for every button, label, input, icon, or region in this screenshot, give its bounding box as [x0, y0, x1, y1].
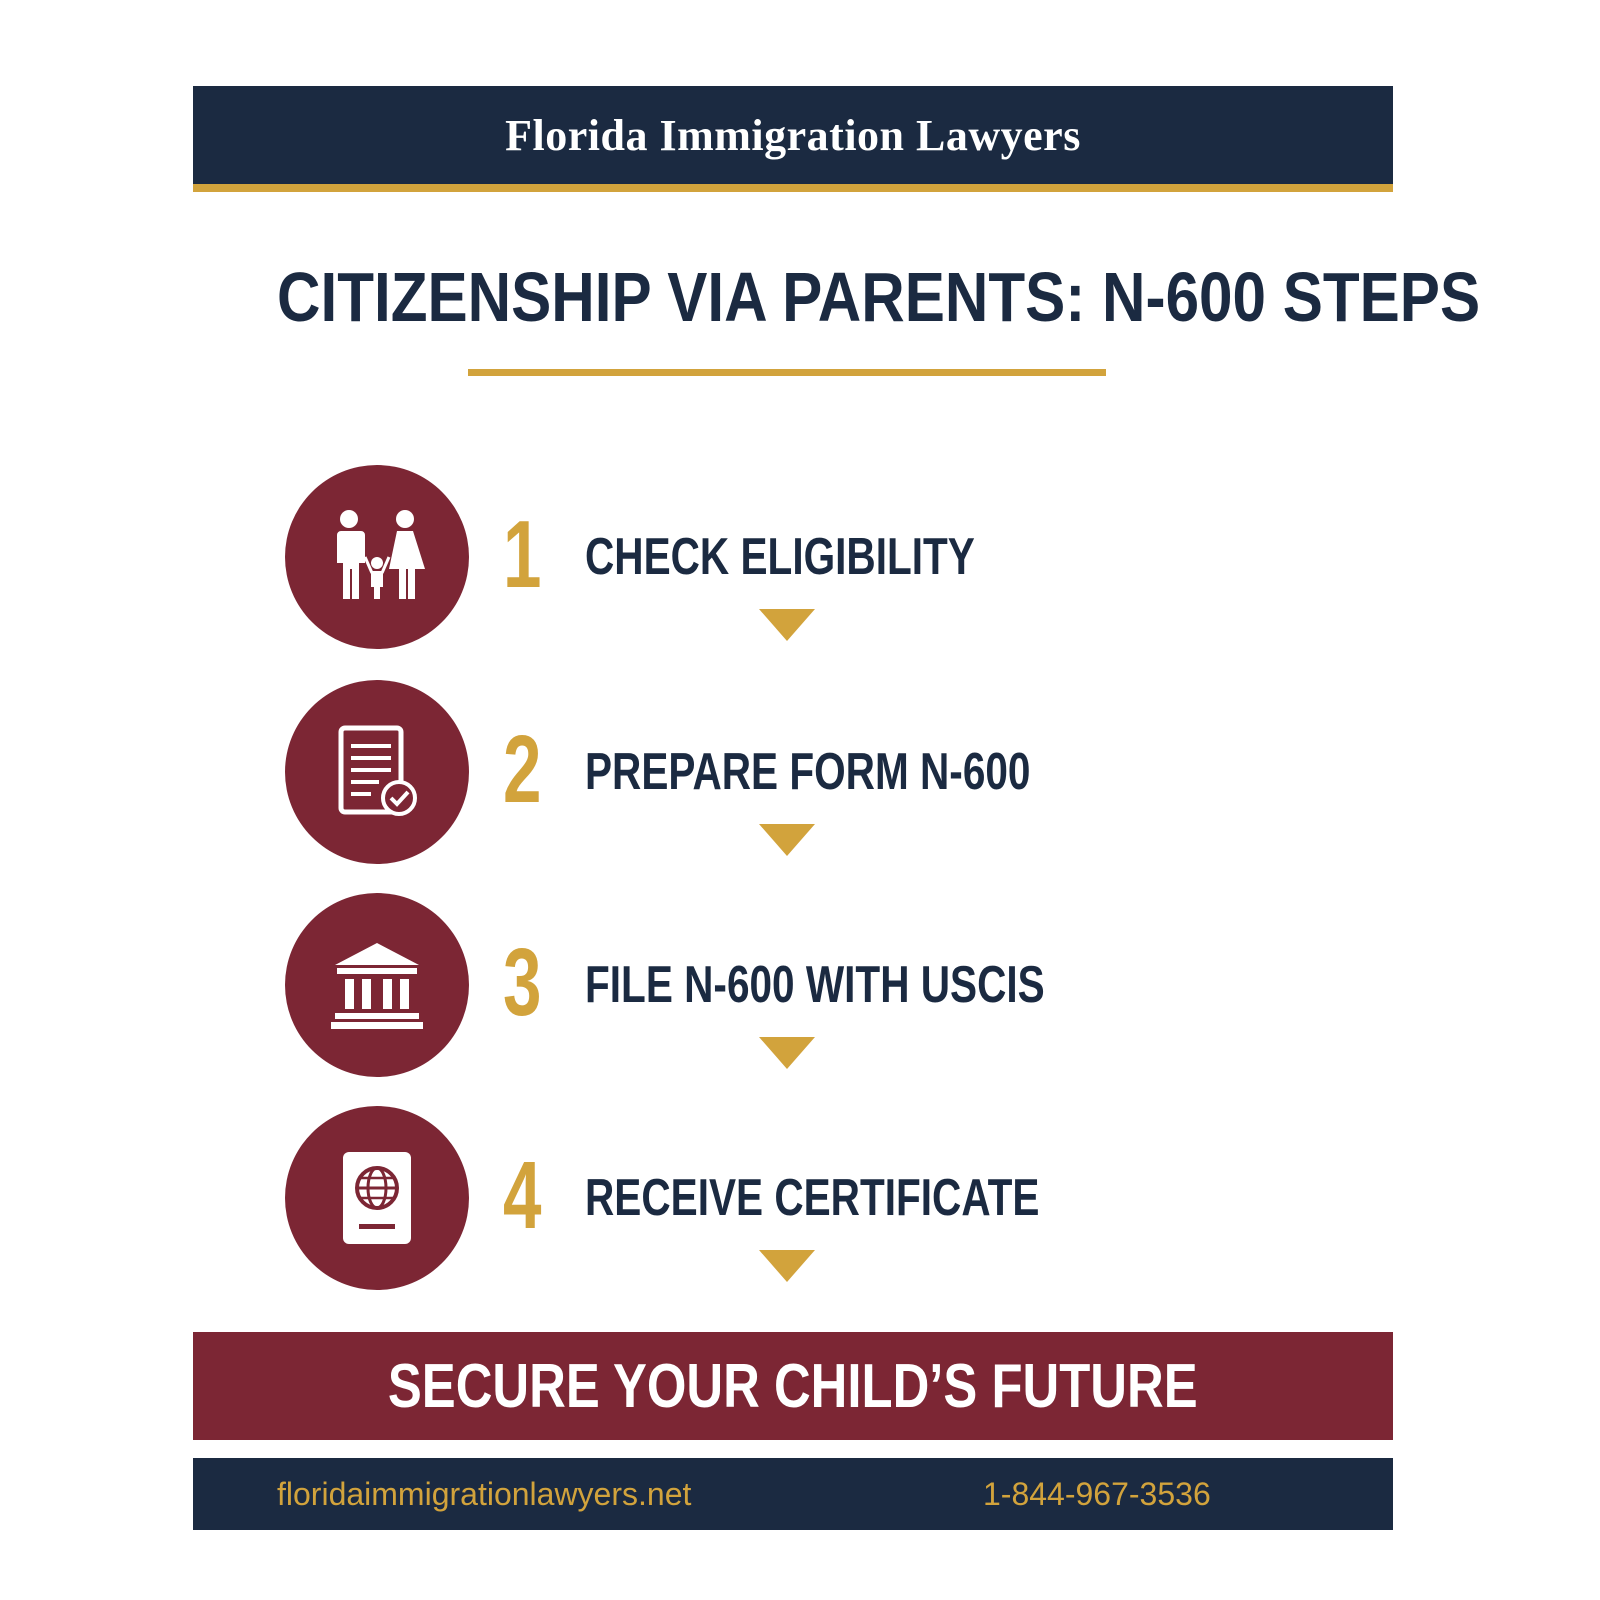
- step-1-label: CHECK ELIGIBILITY: [585, 528, 975, 586]
- government-building-icon: [327, 935, 427, 1035]
- website-link[interactable]: floridaimmigrationlawyers.net: [277, 1476, 692, 1512]
- step-3-number: 3: [503, 929, 542, 1036]
- step-3: [285, 893, 1185, 1077]
- step-4-down-arrow-icon: [759, 1250, 815, 1282]
- step-2-icon-circle: [285, 680, 469, 864]
- step-1-number: 1: [503, 501, 542, 608]
- page-title: CITIZENSHIP VIA PARENTS: N-600 STEPS: [277, 258, 1481, 336]
- step-2: [285, 680, 1185, 864]
- step-4: [285, 1106, 1185, 1290]
- step-3-icon-circle: [285, 893, 469, 1077]
- family-icon: [327, 507, 427, 607]
- phone-number[interactable]: 1-844-967-3536: [983, 1476, 1211, 1512]
- step-2-number: 2: [503, 716, 542, 823]
- step-3-label: FILE N-600 WITH USCIS: [585, 956, 1045, 1014]
- step-2-label: PREPARE FORM N-600: [585, 743, 1031, 801]
- document-check-icon: [327, 722, 427, 822]
- step-4-icon-circle: [285, 1106, 469, 1290]
- title-divider: [468, 369, 1106, 376]
- cta-text: SECURE YOUR CHILD’S FUTURE: [388, 1351, 1198, 1421]
- step-1-icon-circle: [285, 465, 469, 649]
- cta-banner: [193, 1332, 1393, 1440]
- step-3-down-arrow-icon: [759, 1037, 815, 1069]
- step-1-down-arrow-icon: [759, 609, 815, 641]
- header-bar: [193, 86, 1393, 184]
- passport-icon: [327, 1148, 427, 1248]
- step-4-label: RECEIVE CERTIFICATE: [585, 1169, 1040, 1227]
- firm-name: Florida Immigration Lawyers: [505, 110, 1081, 160]
- header-divider: [193, 184, 1393, 192]
- step-4-number: 4: [503, 1142, 542, 1249]
- step-2-down-arrow-icon: [759, 824, 815, 856]
- footer-bar: [193, 1458, 1393, 1530]
- step-1: [285, 465, 1185, 649]
